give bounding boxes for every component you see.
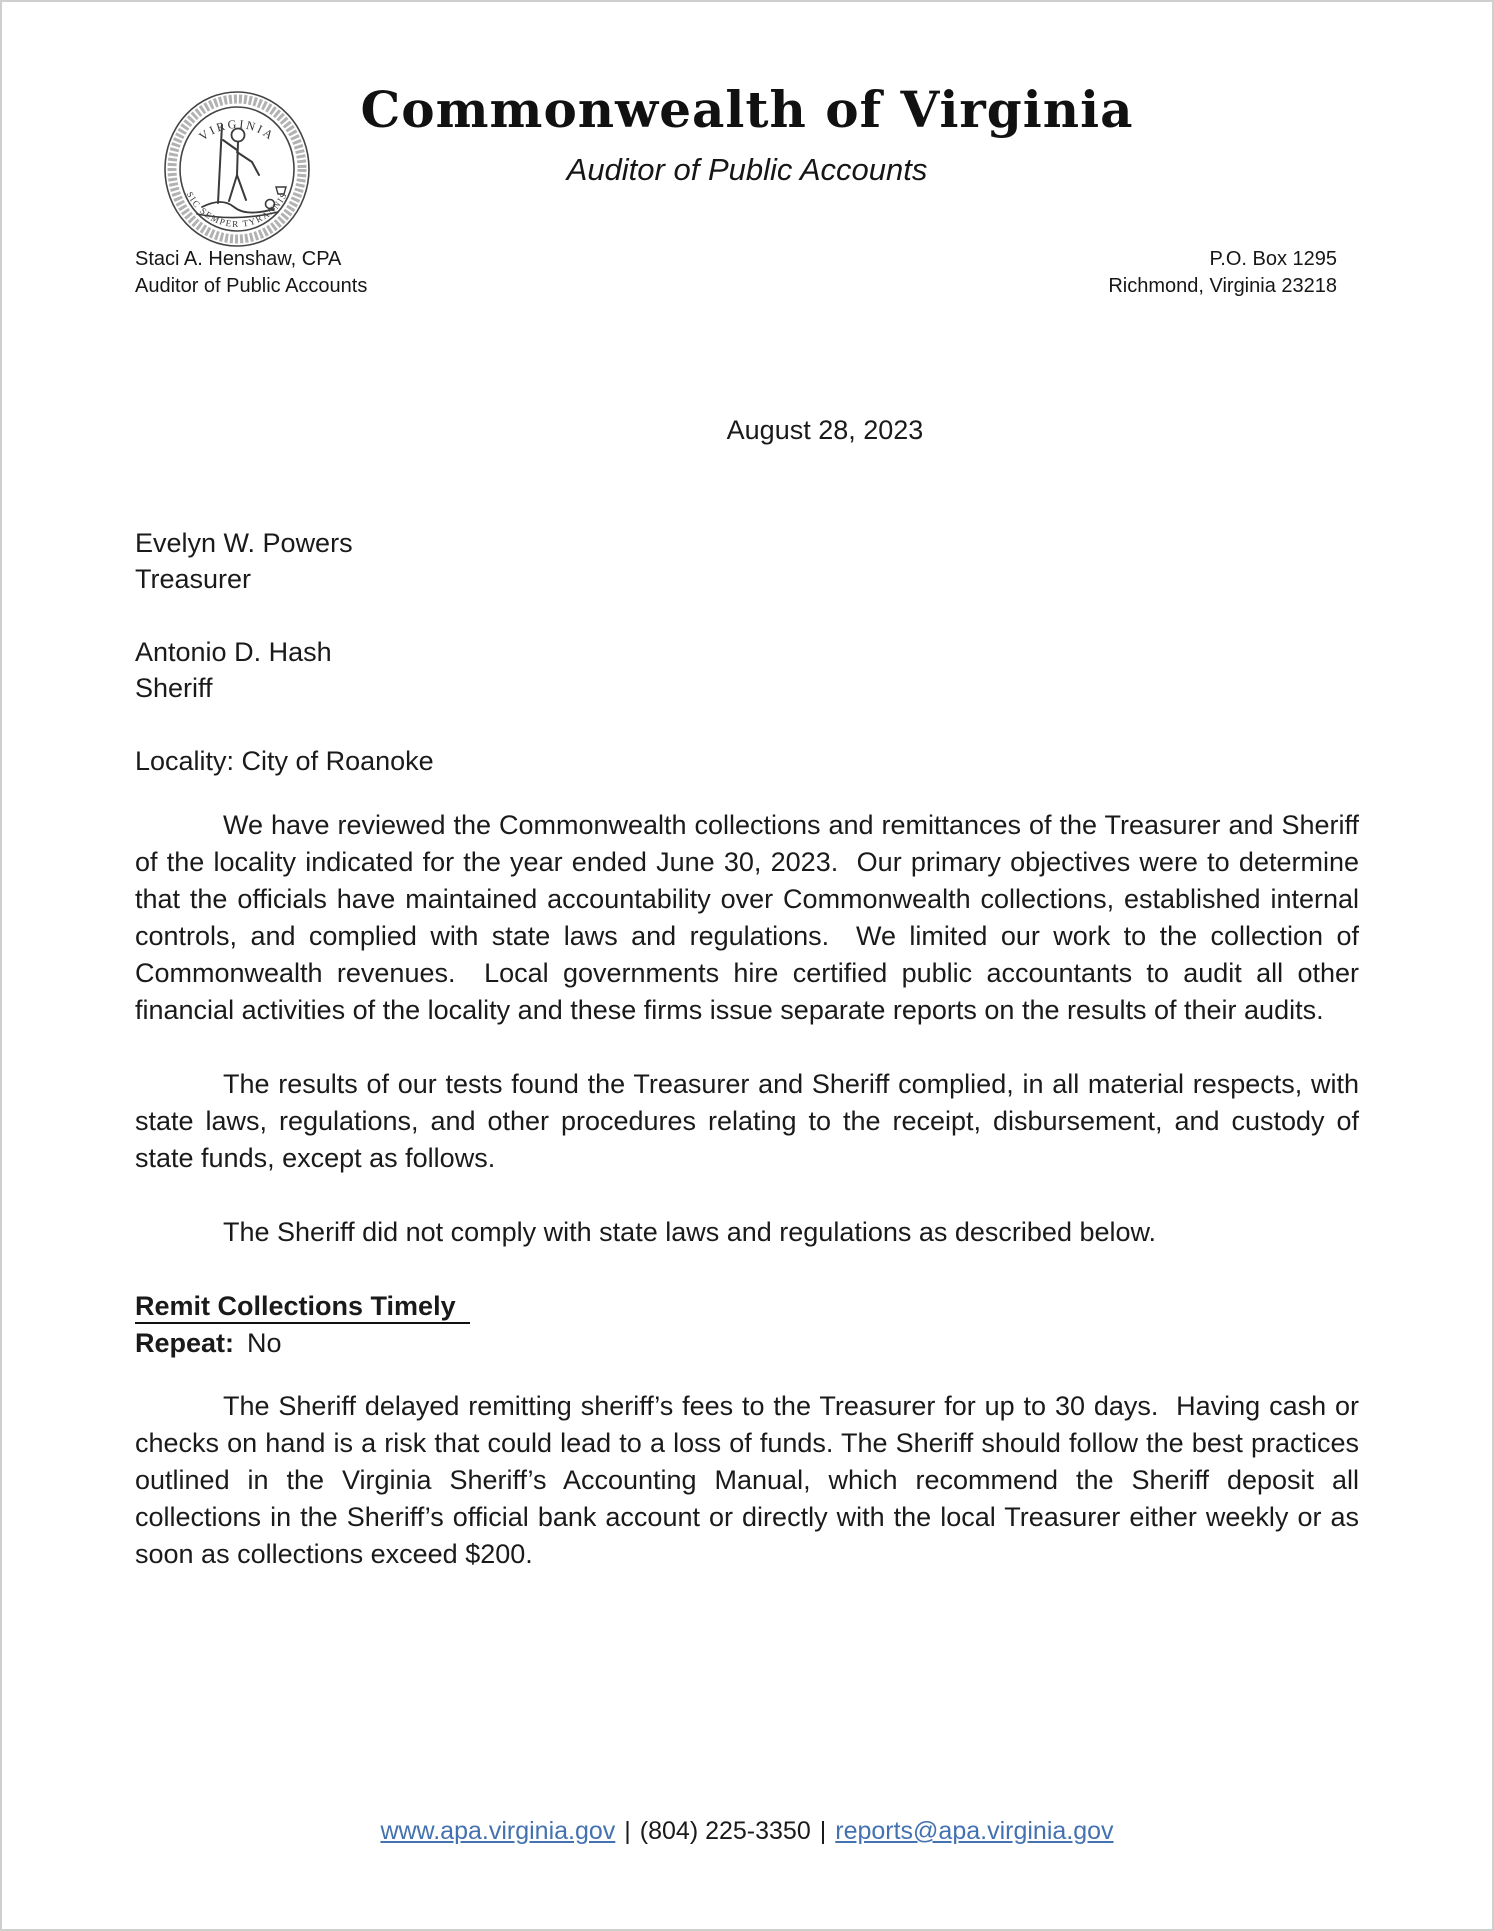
virginia-state-seal-icon: [162, 88, 312, 250]
finding-heading-text: Remit Collections Timely: [135, 1291, 470, 1324]
recipient-name: Evelyn W. Powers: [135, 528, 353, 558]
address-city-state-zip: Richmond, Virginia 23218: [1108, 275, 1337, 297]
letterhead: [2, 2, 1492, 300]
repeat-line: [135, 1325, 1359, 1362]
footer-separator: |: [819, 1817, 827, 1845]
address-po-box: P.O. Box 1295: [1209, 248, 1337, 270]
letter-body: [2, 412, 1492, 1573]
paragraph-results: The results of our tests found the Treasurer and Sheriff complied, in all material respects, with state laws, regulations, and other procedures relating to the receipt, disbursement, and custody of state funds, except as follows.: [135, 1069, 1367, 1173]
paragraph-finding-body: The Sheriff delayed remitting sheriff’s fees to the Treasurer for up to 30 days. Having cash or checks on hand is a risk that could lead to a loss of funds. The Sheriff should follow the best practices outlined in the Virginia Sheriff’s Accounting Manual, which recommend the Sheriff deposit all collections in the Sheriff’s official bank account or directly with the local Treasurer either weekly or as soon as collections exceed $200.: [135, 1391, 1367, 1569]
division-name: Auditor of Public Accounts: [566, 152, 928, 187]
official-block: [135, 246, 367, 300]
repeat-value: No: [247, 1328, 282, 1358]
recipient-title: Treasurer: [135, 564, 252, 594]
paragraph-noncompliance: The Sheriff did not comply with state laws and regulations as described below.: [223, 1217, 1157, 1247]
recipient-treasurer: [135, 525, 1359, 597]
recipient-block: [135, 525, 1359, 779]
phone-number: (804) 225-3350: [639, 1817, 811, 1845]
recipient-title: Sheriff: [135, 673, 213, 703]
official-title: Auditor of Public Accounts: [135, 275, 368, 297]
paragraph-scope: We have reviewed the Commonwealth collections and remittances of the Treasurer and Sheriff of the locality indicated for the year ended June 30, 2023. Our primary objectives were to determine that the officials have maintained accountability over Commonwealth collections, established internal controls, and complied with state laws and regulations. We limited our work to the collection of Commonwealth revenues. Local governments hire certified public accountants to audit all other financial activities of the locality and these firms issue separate reports on the results of their audits.: [135, 810, 1367, 1025]
svg-text:VIRGINIA: [196, 117, 277, 144]
locality-line: Locality: City of Roanoke: [135, 746, 434, 776]
seal-top-text: VIRGINIA: [196, 116, 278, 144]
letterhead-contact-row: [2, 246, 1492, 300]
finding-heading: [135, 1288, 1359, 1325]
agency-name: Commonwealth of Virginia: [360, 80, 1134, 139]
footer-separator: |: [624, 1817, 631, 1845]
letter-date: August 28, 2023: [726, 415, 924, 445]
email-link[interactable]: reports@apa.virginia.gov: [835, 1817, 1114, 1845]
official-name: Staci A. Henshaw, CPA: [135, 248, 342, 270]
repeat-label: Repeat:: [135, 1328, 235, 1358]
address-block: [1108, 246, 1359, 300]
seal-bottom-text: SIC SEMPER TYRANNIS: [184, 189, 290, 230]
recipient-name: Antonio D. Hash: [135, 637, 332, 667]
recipient-sheriff: [135, 634, 1359, 706]
page-footer: [2, 1816, 1492, 1847]
website-link[interactable]: www.apa.virginia.gov: [380, 1817, 616, 1845]
